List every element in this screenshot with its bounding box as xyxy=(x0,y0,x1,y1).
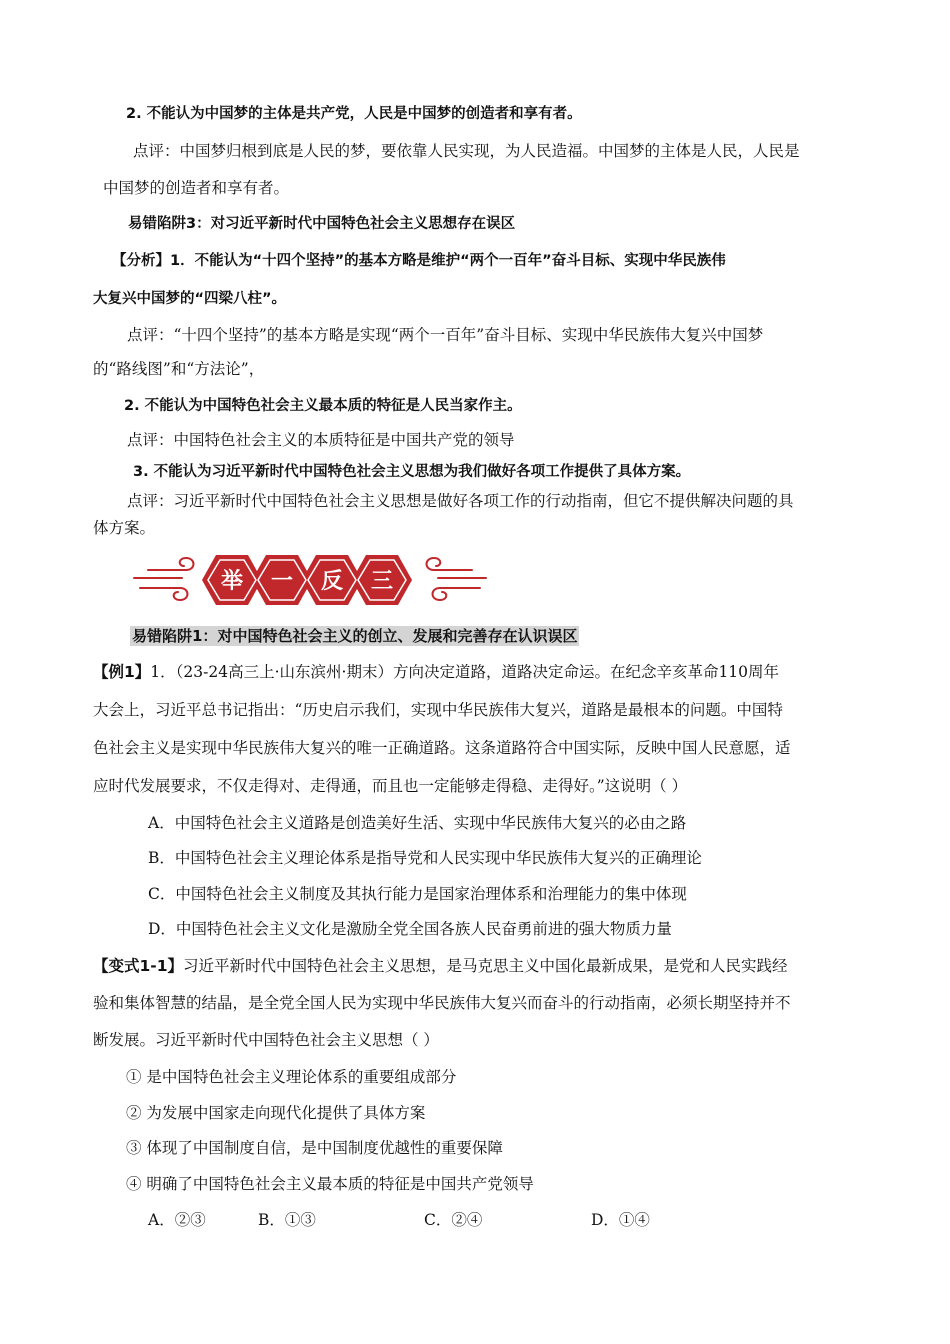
variant1-option-a: A．②③ xyxy=(148,1211,206,1229)
banner-char-3: 反 xyxy=(320,569,344,594)
banner-left-swirl-ornament xyxy=(134,558,194,600)
example1-option-c: C．中国特色社会主义制度及其执行能力是国家治理体系和治理能力的集中体现 xyxy=(148,885,687,903)
section-heading-text: 易错陷阱1：对中国特色社会主义的创立、发展和完善存在认识误区 xyxy=(132,627,578,645)
example1-line2: 大会上，习近平总书记指出：“历史启示我们，实现中华民族伟大复兴，道路是最根本的问题。中国特 xyxy=(93,701,783,719)
example1-tag: 【例1】 xyxy=(93,663,151,681)
banner-char-2: 一 xyxy=(270,569,294,594)
trap2-comment-line1: 点评：中国梦归根到底是人民的梦，要依靠人民实现，为人民造福。中国梦的主体是人民，人民是 xyxy=(133,142,800,160)
trap2-point-2: 2. 不能认为中国梦的主体是共产党，人民是中国梦的创造者和享有者。 xyxy=(126,106,582,122)
variant1-line1-text: 习近平新时代中国特色社会主义思想，是马克思主义中国化最新成果，是党和人民实践经 xyxy=(183,957,788,975)
example1-line1-text: 1．（23-24高三上·山东滨州·期末）方向决定道路，道路决定命运。在纪念辛亥革命110周年 xyxy=(150,663,780,681)
example1-line3: 色社会主义是实现中华民族伟大复兴的唯一正确道路。这条道路符合中国实际，反映中国人民意愿，适 xyxy=(93,739,791,757)
variant1-line2: 验和集体智慧的结晶，是全党全国人民为实现中华民族伟大复兴而奋斗的行动指南，必须长期坚持并不 xyxy=(93,994,791,1012)
trap2-comment-line2: 中国梦的创造者和享有者。 xyxy=(103,179,290,197)
trap3-analysis-line2: 大复兴中国梦的“四梁八柱”。 xyxy=(93,291,287,307)
section-heading xyxy=(130,626,579,646)
variant1-option-b: B．①③ xyxy=(258,1211,316,1229)
banner-right-swirl-ornament xyxy=(427,558,487,600)
variant1-line1 xyxy=(93,956,788,976)
banner-ju-yi-fan-san xyxy=(130,548,490,618)
trap3-comment1-line1: 点评：“十四个坚持”的基本方略是实现“两个一百年”奋斗目标、实现中华民族伟大复兴中国梦 xyxy=(127,326,764,344)
variant1-option-c: C．②④ xyxy=(424,1211,483,1229)
variant1-item-1: ① 是中国特色社会主义理论体系的重要组成部分 xyxy=(126,1068,457,1086)
variant1-item-4: ④ 明确了中国特色社会主义最本质的特征是中国共产党领导 xyxy=(126,1175,534,1193)
variant1-item-2: ② 为发展中国家走向现代化提供了具体方案 xyxy=(126,1104,426,1122)
variant1-item-3: ③ 体现了中国制度自信，是中国制度优越性的重要保障 xyxy=(126,1139,503,1157)
trap3-title: 易错陷阱3：对习近平新时代中国特色社会主义思想存在误区 xyxy=(128,216,516,232)
trap3-analysis-line1: 【分析】1．不能认为“十四个坚持”的基本方略是维护“两个一百年”奋斗目标、实现中华民族伟 xyxy=(112,253,726,269)
example1-option-d: D．中国特色社会主义文化是激励全党全国各族人民奋勇前进的强大物质力量 xyxy=(148,920,672,938)
banner-char-4: 三 xyxy=(370,569,394,594)
trap3-comment2: 点评：中国特色社会主义的本质特征是中国共产党的领导 xyxy=(127,431,515,449)
variant1-line3: 断发展。习近平新时代中国特色社会主义思想（ ） xyxy=(93,1031,439,1049)
trap3-comment3-line1: 点评：习近平新时代中国特色社会主义思想是做好各项工作的行动指南，但它不提供解决问题的具 xyxy=(127,492,794,510)
variant1-tag: 【变式1-1】 xyxy=(93,957,184,975)
trap3-comment3-line2: 体方案。 xyxy=(93,519,156,537)
variant1-option-d: D．①④ xyxy=(591,1211,650,1229)
example1-option-b: B．中国特色社会主义理论体系是指导党和人民实现中华民族伟大复兴的正确理论 xyxy=(148,849,702,867)
example1-option-a: A．中国特色社会主义道路是创造美好生活、实现中华民族伟大复兴的必由之路 xyxy=(148,814,687,832)
example1-line4: 应时代发展要求，不仅走得对、走得通，而且也一定能够走得稳、走得好。”这说明（ ） xyxy=(93,777,688,795)
banner-char-1: 举 xyxy=(220,569,244,594)
trap3-point-2: 2. 不能认为中国特色社会主义最本质的特征是人民当家作主。 xyxy=(124,398,522,414)
trap3-comment1-line2: 的“路线图”和“方法论”， xyxy=(93,360,265,378)
example1-line1 xyxy=(93,662,779,682)
trap3-point-3: 3. 不能认为习近平新时代中国特色社会主义思想为我们做好各项工作提供了具体方案。 xyxy=(133,464,691,480)
